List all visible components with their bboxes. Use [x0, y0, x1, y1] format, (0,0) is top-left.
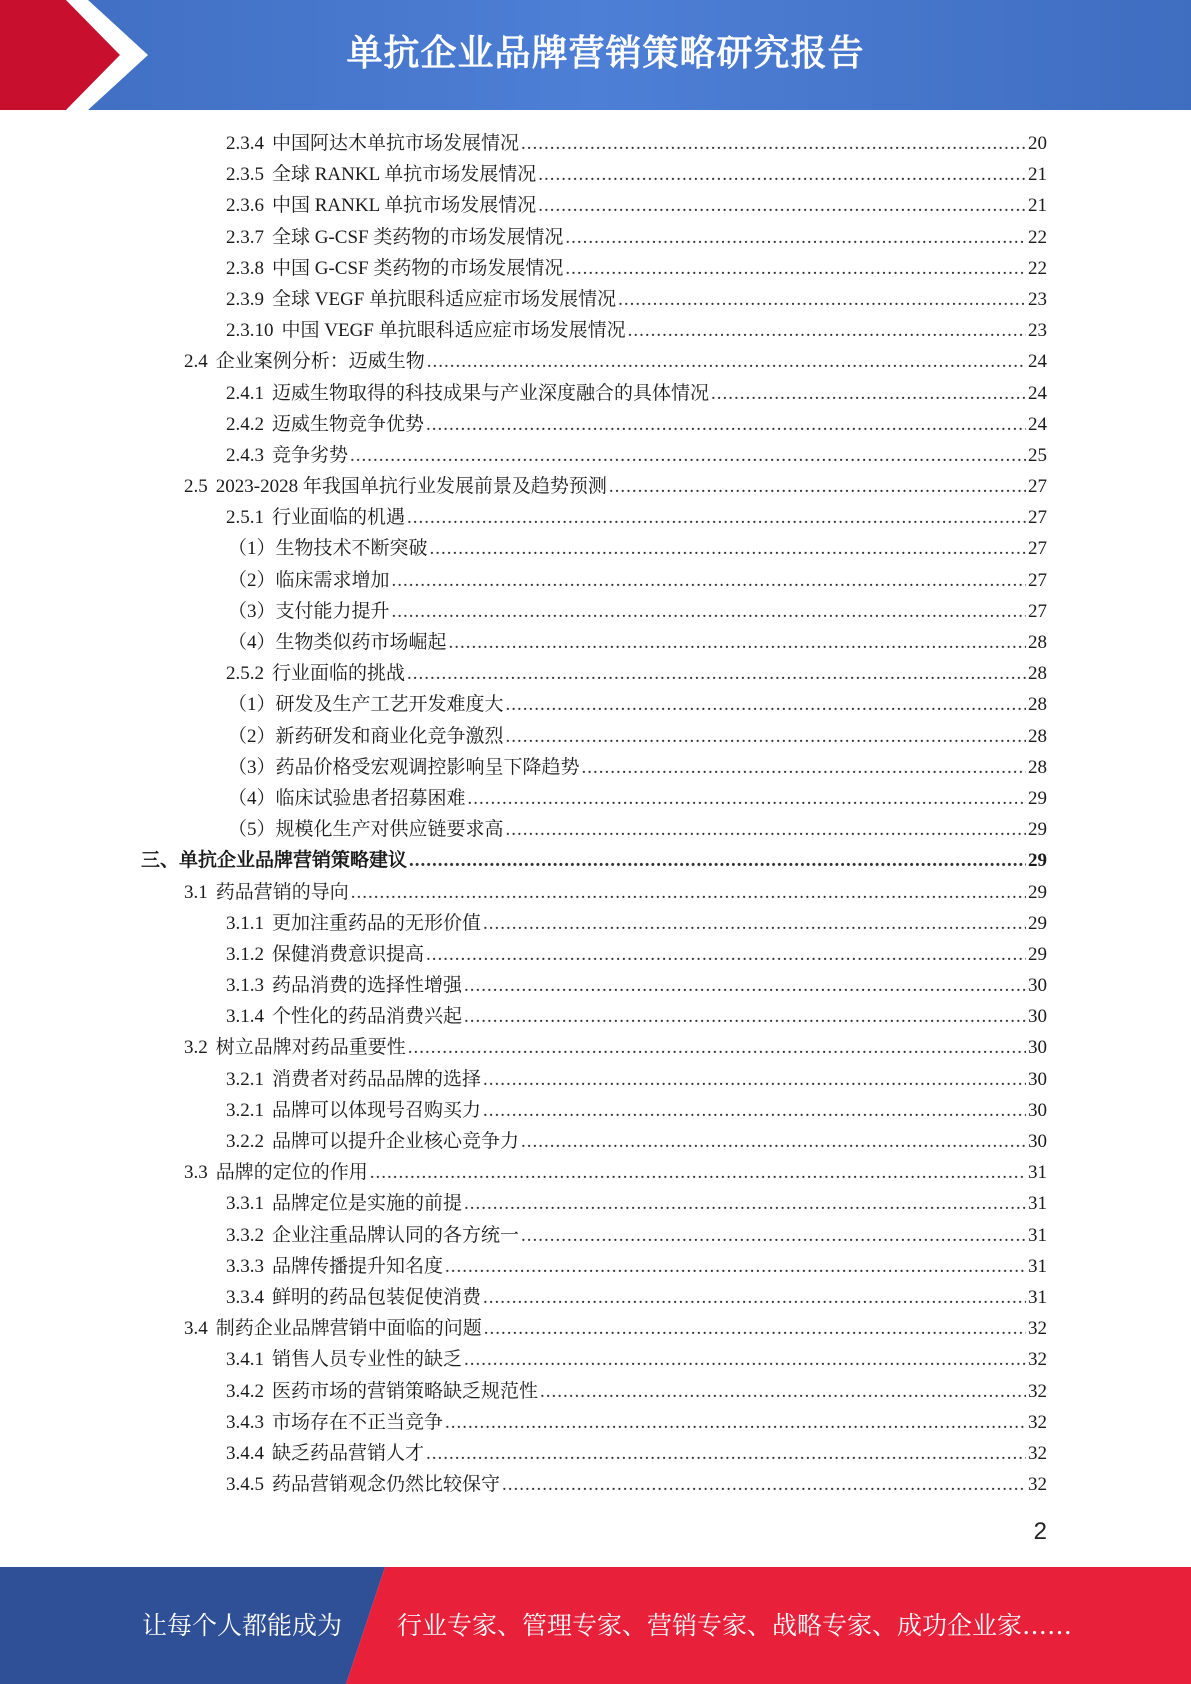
toc-entry-line: [226, 253, 1047, 284]
toc-entry-number: 2.4.3: [226, 444, 264, 466]
toc-entry-title: 缺乏药品营销人才: [272, 1442, 425, 1464]
toc-entry-title: 全球 G-CSF 类药物的市场发展情况: [272, 226, 564, 248]
toc-entry-line: [226, 128, 1047, 159]
toc-entry[interactable]: [0, 502, 1191, 533]
toc-entry-title: 2023-2028 年我国单抗行业发展前景及趋势预测: [215, 476, 607, 498]
toc-entry[interactable]: [0, 877, 1191, 908]
toc-entry-number: 2.4: [184, 351, 208, 373]
toc-entry-page: 32: [1028, 1318, 1047, 1340]
toc-entry[interactable]: [0, 1001, 1191, 1032]
toc-entry-line: [226, 1064, 1047, 1095]
toc-entry-page: 29: [1028, 943, 1047, 965]
toc-entry-number: 3.2.2: [226, 1131, 264, 1152]
toc-entry[interactable]: [0, 752, 1191, 783]
table-of-contents: [0, 128, 1191, 1500]
toc-entry[interactable]: [0, 970, 1191, 1001]
toc-dot-leader: [449, 627, 1026, 658]
toc-entry[interactable]: [0, 1032, 1191, 1063]
toc-entry-page: 23: [1028, 320, 1047, 342]
toc-entry[interactable]: [0, 721, 1191, 752]
toc-entry-line: [226, 190, 1047, 221]
toc-entry-number: （1）: [228, 538, 276, 560]
toc-entry-title: 新药研发和商业化竞争激烈: [275, 725, 504, 747]
toc-entry[interactable]: [0, 939, 1191, 970]
toc-entry-number: 2.3.4: [226, 133, 264, 154]
toc-entry-title: 研发及生产工艺开发难度大: [275, 694, 504, 716]
toc-entry[interactable]: [0, 440, 1191, 471]
toc-entry[interactable]: [0, 1188, 1191, 1219]
toc-entry-page: 32: [1028, 1474, 1047, 1496]
toc-dot-leader: [464, 1344, 1026, 1375]
toc-entry-page: 29: [1028, 819, 1047, 841]
toc-dot-leader: [351, 877, 1026, 908]
toc-entry[interactable]: [0, 284, 1191, 315]
toc-entry[interactable]: [0, 1282, 1191, 1313]
toc-entry-title: 规模化生产对供应链要求高: [275, 819, 504, 841]
toc-entry-line: [228, 689, 1047, 720]
toc-entry-title: 制药企业品牌营销中面临的问题: [215, 1318, 482, 1340]
toc-entry-line: [184, 1157, 1047, 1188]
toc-entry-page: 27: [1028, 569, 1047, 591]
toc-entry-number: 3.3.2: [226, 1224, 264, 1246]
toc-entry-number: 3.4: [184, 1318, 208, 1340]
toc-entry-title: 行业面临的挑战: [272, 663, 406, 685]
toc-entry-page: 30: [1028, 975, 1047, 997]
toc-entry[interactable]: [0, 346, 1191, 377]
toc-dot-leader: [484, 1313, 1026, 1344]
toc-entry-number: 3.2.1: [226, 1099, 264, 1121]
toc-entry-page: 30: [1028, 1068, 1047, 1090]
toc-entry[interactable]: [0, 378, 1191, 409]
toc-entry-page: 27: [1028, 600, 1047, 622]
toc-entry-page: 25: [1028, 444, 1047, 466]
toc-entry-title: 保健消费意识提高: [272, 943, 425, 965]
toc-entry-title: 品牌可以提升企业核心竞争力: [272, 1131, 520, 1152]
toc-entry-title: 企业注重品牌认同的各方统一: [272, 1224, 520, 1246]
toc-dot-leader: [464, 1001, 1026, 1032]
toc-entry-number: 3.4.4: [226, 1442, 264, 1464]
footer-banner: [0, 1567, 1191, 1684]
toc-entry-line: [226, 1126, 1047, 1157]
toc-entry-page: 29: [1028, 850, 1047, 872]
toc-entry[interactable]: [0, 409, 1191, 440]
toc-entry-line: [184, 1313, 1047, 1344]
toc-entry-title: 中国 RANKL 单抗市场发展情况: [272, 195, 537, 217]
toc-entry-page: 23: [1028, 288, 1047, 310]
toc-entry-line: [226, 1469, 1047, 1500]
toc-entry-page: 28: [1028, 756, 1047, 778]
toc-entry-page: 31: [1028, 1193, 1047, 1215]
toc-entry-number: （2）: [228, 569, 276, 591]
toc-entry-number: 3.1: [184, 881, 208, 903]
toc-entry-line: [226, 970, 1047, 1001]
toc-entry-line: [226, 1407, 1047, 1438]
toc-entry-number: 3.4.5: [226, 1474, 264, 1496]
toc-entry-page: 28: [1028, 632, 1047, 653]
toc-entry-number: （5）: [228, 819, 276, 841]
toc-entry-number: 三、: [141, 850, 180, 872]
toc-entry-title: 迈威生物取得的科技成果与产业深度融合的具体情况: [272, 382, 710, 404]
toc-entry-number: 2.4.1: [226, 382, 264, 404]
toc-dot-leader: [521, 1126, 1026, 1157]
toc-entry-line: [141, 845, 1047, 876]
toc-entry-number: 2.3.8: [226, 257, 264, 279]
toc-entry-line: [228, 533, 1047, 564]
toc-dot-leader: [483, 908, 1026, 939]
toc-entry-title: 临床试验患者招募困难: [275, 787, 466, 809]
toc-entry-line: [226, 440, 1047, 471]
toc-entry-title: 品牌的定位的作用: [215, 1162, 368, 1184]
toc-entry-title: 中国阿达木单抗市场发展情况: [272, 133, 520, 154]
toc-entry-title: 药品价格受宏观调控影响呈下降趋势: [275, 756, 580, 778]
toc-entry-title: 支付能力提升: [275, 600, 390, 622]
toc-dot-leader: [506, 721, 1026, 752]
toc-dot-leader: [468, 783, 1026, 814]
toc-entry[interactable]: [0, 783, 1191, 814]
toc-dot-leader: [392, 565, 1026, 596]
toc-entry-number: （3）: [228, 756, 276, 778]
toc-entry[interactable]: [0, 533, 1191, 564]
toc-entry-title: 消费者对药品品牌的选择: [272, 1068, 482, 1090]
toc-entry-number: 2.3.9: [226, 288, 264, 310]
toc-entry-line: [228, 721, 1047, 752]
toc-dot-leader: [464, 970, 1026, 1001]
toc-dot-leader: [407, 502, 1026, 533]
toc-entry-number: 3.4.1: [226, 1349, 264, 1371]
toc-dot-leader: [426, 409, 1026, 440]
toc-entry-line: [228, 783, 1047, 814]
toc-dot-leader: [409, 845, 1026, 876]
toc-entry-line: [226, 502, 1047, 533]
toc-entry-title: 药品营销的导向: [215, 881, 349, 903]
toc-entry-title: 中国 VEGF 单抗眼科适应症市场发展情况: [281, 320, 626, 342]
toc-entry-line: [226, 1095, 1047, 1126]
toc-entry-line: [228, 565, 1047, 596]
toc-entry-number: 3.1.2: [226, 943, 264, 965]
toc-entry-title: 更加注重药品的无形价值: [272, 912, 482, 934]
toc-entry[interactable]: [0, 1438, 1191, 1469]
toc-dot-leader: [407, 658, 1026, 689]
toc-entry[interactable]: [0, 159, 1191, 190]
footer-slogan-left: 让每个人都能成为: [142, 1611, 343, 1640]
toc-dot-leader: [565, 222, 1026, 253]
toc-entry[interactable]: [0, 1064, 1191, 1095]
toc-entry-title: 销售人员专业性的缺乏: [272, 1349, 463, 1371]
toc-entry-number: 2.5: [184, 476, 208, 498]
toc-dot-leader: [426, 939, 1026, 970]
toc-entry-page: 32: [1028, 1442, 1047, 1464]
toc-entry[interactable]: [0, 565, 1191, 596]
toc-entry-page: 31: [1028, 1255, 1047, 1277]
toc-entry-line: [226, 658, 1047, 689]
toc-entry[interactable]: [0, 1157, 1191, 1188]
toc-entry-line: [184, 346, 1047, 377]
toc-entry[interactable]: [0, 596, 1191, 627]
toc-dot-leader: [506, 689, 1026, 720]
toc-entry-page: 30: [1028, 1006, 1047, 1028]
toc-dot-leader: [521, 128, 1026, 159]
toc-entry[interactable]: [0, 1313, 1191, 1344]
toc-entry-page: 31: [1028, 1286, 1047, 1308]
toc-entry-page: 31: [1028, 1224, 1047, 1246]
toc-entry[interactable]: [0, 315, 1191, 346]
toc-entry-title: 行业面临的机遇: [272, 507, 406, 529]
toc-entry-title: 药品营销观念仍然比较保守: [272, 1474, 501, 1496]
toc-entry[interactable]: [0, 1407, 1191, 1438]
toc-entry-number: （4）: [228, 787, 276, 809]
toc-entry[interactable]: [0, 627, 1191, 658]
toc-entry-title: 市场存在不正当竞争: [272, 1411, 444, 1433]
toc-entry-page: 31: [1028, 1162, 1047, 1184]
toc-entry-page: 28: [1028, 725, 1047, 747]
toc-entry[interactable]: [0, 1344, 1191, 1375]
toc-entry-title: 单抗企业品牌营销策略建议: [179, 850, 408, 872]
toc-dot-leader: [427, 346, 1026, 377]
toc-entry-number: （1）: [228, 694, 276, 716]
toc-entry-number: 2.3.7: [226, 226, 264, 248]
toc-dot-leader: [483, 1064, 1026, 1095]
toc-dot-leader: [565, 253, 1026, 284]
report-title: 单抗企业品牌营销策略研究报告: [346, 33, 865, 74]
toc-entry-number: 2.3.10: [226, 320, 274, 342]
toc-entry-line: [226, 409, 1047, 440]
toc-entry-page: 29: [1028, 787, 1047, 809]
toc-entry-page: 28: [1028, 663, 1047, 685]
toc-entry-page: 29: [1028, 912, 1047, 934]
toc-entry[interactable]: [0, 128, 1191, 159]
toc-dot-leader: [350, 440, 1026, 471]
toc-entry[interactable]: [0, 471, 1191, 502]
toc-entry-title: 医药市场的营销策略缺乏规范性: [272, 1380, 539, 1402]
toc-entry[interactable]: [0, 1095, 1191, 1126]
toc-entry-line: [226, 939, 1047, 970]
toc-dot-leader: [445, 1407, 1026, 1438]
toc-dot-leader: [483, 1282, 1026, 1313]
toc-entry-line: [226, 159, 1047, 190]
toc-entry-number: 3.4.2: [226, 1380, 264, 1402]
toc-entry-number: 3.2.1: [226, 1068, 264, 1090]
toc-entry-line: [226, 222, 1047, 253]
toc-entry-line: [226, 315, 1047, 346]
toc-dot-leader: [540, 1376, 1026, 1407]
toc-entry-page: 32: [1028, 1411, 1047, 1433]
toc-dot-leader: [582, 752, 1026, 783]
toc-entry-page: 27: [1028, 476, 1047, 498]
toc-entry[interactable]: [0, 908, 1191, 939]
toc-entry[interactable]: [0, 222, 1191, 253]
toc-dot-leader: [392, 596, 1026, 627]
toc-entry-number: 3.1.1: [226, 912, 264, 934]
toc-entry-page: 30: [1028, 1099, 1047, 1121]
toc-entry-line: [226, 1188, 1047, 1219]
toc-entry-line: [226, 1282, 1047, 1313]
toc-entry-number: 2.4.2: [226, 413, 264, 435]
toc-dot-leader: [483, 1095, 1026, 1126]
toc-entry[interactable]: [0, 814, 1191, 845]
toc-entry-line: [184, 1032, 1047, 1063]
toc-entry-page: 29: [1028, 881, 1047, 903]
toc-entry-title: 竞争劣势: [272, 444, 349, 466]
toc-entry-number: 3.3: [184, 1162, 208, 1184]
report-header: [0, 0, 1191, 110]
toc-dot-leader: [521, 1220, 1026, 1251]
toc-entry-number: 3.3.3: [226, 1255, 264, 1277]
toc-entry-title: 企业案例分析：迈威生物: [215, 351, 425, 373]
toc-entry-line: [226, 1438, 1047, 1469]
toc-dot-leader: [538, 159, 1026, 190]
toc-dot-leader: [502, 1469, 1026, 1500]
toc-entry-page: 20: [1028, 133, 1047, 154]
toc-entry[interactable]: [0, 1251, 1191, 1282]
toc-entry-line: [226, 1251, 1047, 1282]
toc-entry-number: 3.4.3: [226, 1411, 264, 1433]
toc-dot-leader: [464, 1188, 1026, 1219]
toc-entry-page: 21: [1028, 195, 1047, 217]
toc-entry-title: 全球 RANKL 单抗市场发展情况: [272, 164, 537, 186]
toc-entry-number: 2.3.6: [226, 195, 264, 217]
toc-entry-title: 品牌定位是实施的前提: [272, 1193, 463, 1215]
toc-dot-leader: [628, 315, 1026, 346]
toc-entry-page: 24: [1028, 351, 1047, 373]
toc-entry-page: 30: [1028, 1037, 1047, 1059]
toc-entry-number: 2.3.5: [226, 164, 264, 186]
footer-slogan-right: 行业专家、管理专家、营销专家、战略专家、成功企业家……: [397, 1611, 1073, 1640]
toc-entry-number: （2）: [228, 725, 276, 747]
toc-entry-line: [228, 596, 1047, 627]
toc-entry-number: 3.1.3: [226, 975, 264, 997]
toc-entry-number: 2.5.1: [226, 507, 264, 529]
toc-entry-line: [228, 752, 1047, 783]
toc-entry-line: [226, 1220, 1047, 1251]
toc-dot-leader: [445, 1251, 1026, 1282]
toc-entry-title: 品牌可以体现号召购买力: [272, 1099, 482, 1121]
toc-entry-title: 个性化的药品消费兴起: [272, 1006, 463, 1028]
toc-entry-line: [228, 814, 1047, 845]
toc-entry-page: 24: [1028, 413, 1047, 435]
toc-entry-line: [228, 627, 1047, 658]
toc-dot-leader: [711, 378, 1026, 409]
toc-entry-number: 3.1.4: [226, 1006, 264, 1028]
toc-entry-page: 32: [1028, 1349, 1047, 1371]
toc-entry-number: 3.2: [184, 1037, 208, 1059]
toc-entry-number: 2.5.2: [226, 663, 264, 685]
toc-entry-page: 32: [1028, 1380, 1047, 1402]
toc-entry-page: 27: [1028, 507, 1047, 529]
toc-entry[interactable]: [0, 1220, 1191, 1251]
toc-entry-number: （4）: [228, 632, 276, 653]
toc-entry-page: 22: [1028, 257, 1047, 279]
toc-entry-line: [184, 471, 1047, 502]
toc-entry-title: 品牌传播提升知名度: [272, 1255, 444, 1277]
toc-entry-title: 迈威生物竞争优势: [272, 413, 425, 435]
toc-entry[interactable]: [0, 190, 1191, 221]
toc-entry-page: 30: [1028, 1131, 1047, 1152]
toc-entry[interactable]: [0, 658, 1191, 689]
toc-entry[interactable]: [0, 1469, 1191, 1500]
toc-entry-page: 24: [1028, 382, 1047, 404]
toc-entry-page: 28: [1028, 694, 1047, 716]
toc-entry-title: 鲜明的药品包装促使消费: [272, 1286, 482, 1308]
toc-entry-title: 生物技术不断突破: [275, 538, 428, 560]
toc-entry-number: 3.3.4: [226, 1286, 264, 1308]
toc-entry-number: （3）: [228, 600, 276, 622]
page-number: 2: [1033, 1518, 1047, 1545]
toc-dot-leader: [370, 1157, 1026, 1188]
toc-entry[interactable]: [0, 845, 1191, 876]
toc-entry-page: 21: [1028, 164, 1047, 186]
toc-entry-line: [226, 1344, 1047, 1375]
toc-entry-line: [226, 284, 1047, 315]
toc-entry-line: [226, 378, 1047, 409]
toc-entry-title: 生物类似药市场崛起: [275, 632, 447, 653]
toc-entry[interactable]: [0, 253, 1191, 284]
toc-entry-line: [226, 1001, 1047, 1032]
toc-entry[interactable]: [0, 689, 1191, 720]
toc-entry-page: 22: [1028, 226, 1047, 248]
toc-dot-leader: [506, 814, 1026, 845]
toc-entry-line: [226, 1376, 1047, 1407]
toc-entry-title: 临床需求增加: [275, 569, 390, 591]
toc-dot-leader: [426, 1438, 1026, 1469]
toc-entry-title: 中国 G-CSF 类药物的市场发展情况: [272, 257, 564, 279]
toc-dot-leader: [618, 284, 1026, 315]
toc-entry-title: 药品消费的选择性增强: [272, 975, 463, 997]
toc-dot-leader: [538, 190, 1026, 221]
toc-entry[interactable]: [0, 1376, 1191, 1407]
toc-entry-line: [226, 908, 1047, 939]
toc-entry-line: [184, 877, 1047, 908]
toc-entry-title: 树立品牌对药品重要性: [215, 1037, 406, 1059]
toc-dot-leader: [408, 1032, 1026, 1063]
toc-entry-number: 3.3.1: [226, 1193, 264, 1215]
toc-entry-page: 27: [1028, 538, 1047, 560]
toc-dot-leader: [609, 471, 1026, 502]
toc-dot-leader: [430, 533, 1026, 564]
toc-entry-title: 全球 VEGF 单抗眼科适应症市场发展情况: [272, 288, 617, 310]
toc-entry[interactable]: [0, 1126, 1191, 1157]
